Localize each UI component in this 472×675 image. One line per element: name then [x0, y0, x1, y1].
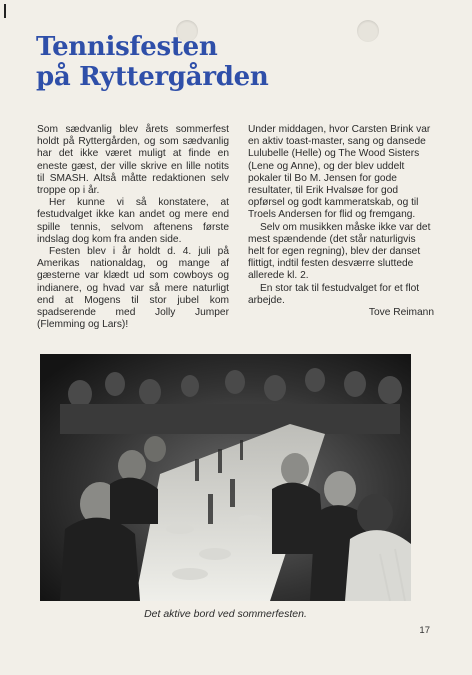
article-title-line-2: på Ryttergården — [36, 62, 269, 92]
party-photo — [40, 354, 411, 601]
article-title — [36, 32, 396, 92]
article-column-right — [248, 124, 434, 319]
edge-mark — [4, 4, 6, 18]
paragraph: Festen blev i år holdt d. 4. juli på Amerikas nationaldag, og mange af gæsterne var klædt ud som cowboys og indianere, og hvad var så mere naturligt end at Mogens til stor jubel kom spadserende med Jolly Jumper (Flemming og Lars)! — [37, 246, 229, 331]
party-photo-illustration — [40, 354, 411, 601]
paragraph: Under middagen, hvor Carsten Brink var en aktiv toast-master, sang og dansede Lulubelle (Helle) og The Wood Sisters (Lene og Anne), og der blev uddelt pokaler til Bo M. Jensen for gode resultater, til Erik Hvalsøe for god opførsel og godt kammeratskab, og til Troels Andersen for flid og fremgang. — [248, 124, 431, 221]
page-number: 17 — [419, 625, 430, 636]
paragraph: Her kunne vi så konstatere, at festudvalget ikke kan andet og mere end spille tennis, selvom aftenens første indslag dog kom fra anden side. — [37, 197, 229, 245]
article-column-left — [37, 124, 229, 331]
paragraph: Selv om musikken måske ikke var det mest spændende (det står naturligvis helt for egen regning), blev der danset flittigt, indtil festen desværre sluttede allerede kl. 2. — [248, 221, 431, 282]
photo-caption: Det aktive bord ved sommerfesten. — [144, 608, 307, 620]
paragraph: Som sædvanlig blev årets sommerfest holdt på Ryttergården, og som sædvanlig har det ikke været muligt at finde en eneste gæst, der ville skrive en lille notits til SMASH. Altså måtte redaktionen selv troppe op i år. — [37, 124, 229, 197]
paragraph: En stor tak til festudvalget for et flot arbejde. — [248, 282, 420, 306]
author-signature: Tove Reimann — [368, 307, 434, 319]
article-title-line-1: Tennisfesten — [36, 32, 218, 62]
